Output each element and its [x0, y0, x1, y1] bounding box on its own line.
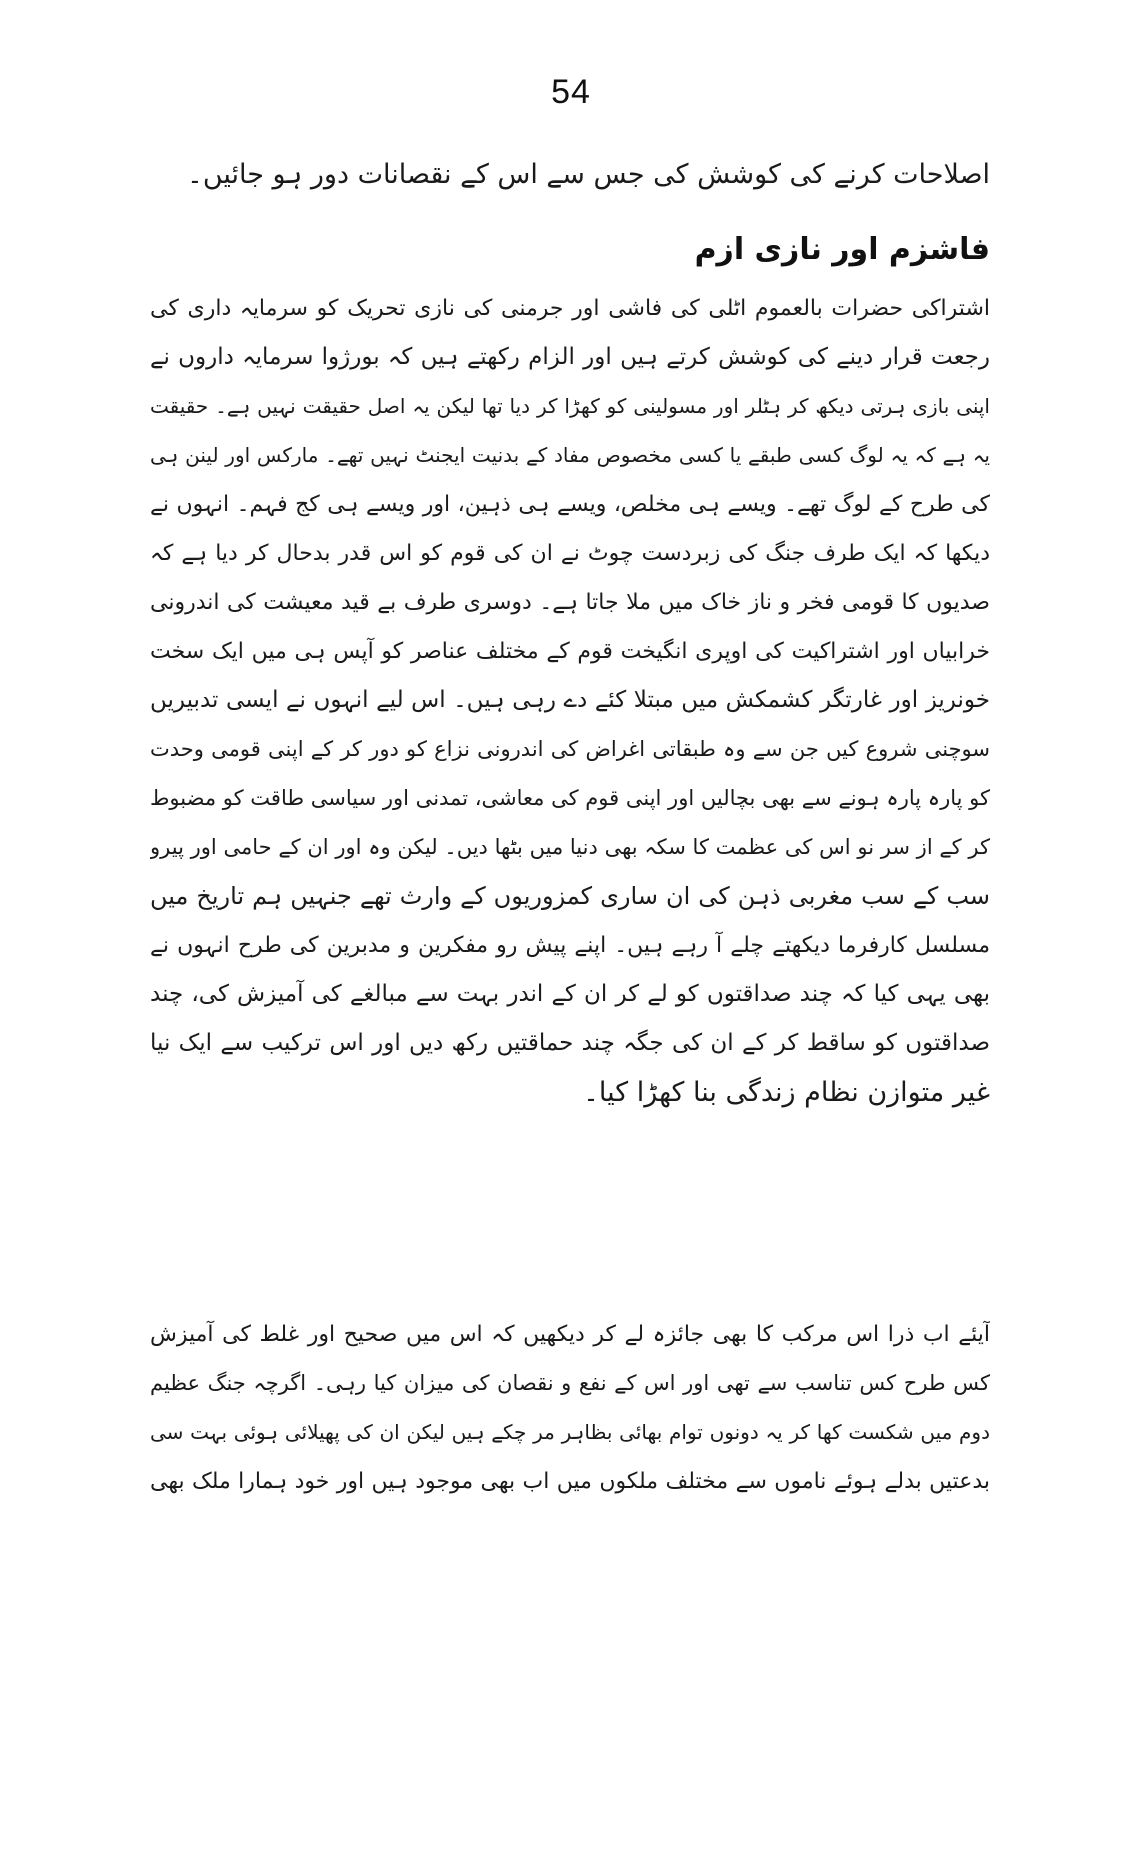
text-line: رجعت قرار دینے کی کوشش کرتے ہیں اور الزام رکھتے ہیں کہ بورژوا سرمایہ داروں نے: [150, 344, 990, 370]
text-line: بدعتیں بدلے ہوئے ناموں سے مختلف ملکوں میں اب بھی موجود ہیں اور خود ہمارا ملک بھی: [150, 1469, 990, 1494]
text-line: کی طرح کے لوگ تھے۔ ویسے ہی مخلص، ویسے ہی ذہین، اور ویسے ہی کج فہم۔ انہوں نے: [150, 492, 990, 517]
text-line: یہ ہے کہ یہ لوگ کسی طبقے یا کسی مخصوص مفاد کے بدنیت ایجنٹ نہیں تھے۔ مارکس اور لینن ہی: [150, 443, 990, 467]
text-line: خونریز اور غارتگر کشمکش میں مبتلا کئے دے رہی ہیں۔ اس لیے انہوں نے ایسی تدبیریں: [150, 687, 990, 713]
text-line: آیئے اب ذرا اس مرکب کا بھی جائزہ لے کر دیکھیں کہ اس میں صحیح اور غلط کی آمیزش: [150, 1322, 990, 1347]
text-line: صدیوں کا قومی فخر و ناز خاک میں ملا جاتا ہے۔ دوسری طرف بے قید معیشت کی اندرونی: [150, 590, 990, 615]
page-number: 54: [551, 73, 591, 111]
text-line: اپنی بازی ہرتی دیکھ کر ہٹلر اور مسولینی کو کھڑا کر دیا تھا لیکن یہ اصل حقیقت نہیں ہے۔ حقیقت: [150, 394, 990, 418]
text-line: اصلاحات کرنے کی کوشش کی جس سے اس کے نقصانات دور ہو جائیں۔: [187, 159, 990, 190]
section-heading: فاشزم اور نازی ازم: [694, 232, 990, 267]
text-line: اشتراکی حضرات بالعموم اٹلی کی فاشی اور جرمنی کی نازی تحریک کو سرمایہ داری کی: [150, 296, 990, 321]
intro-paragraph: [150, 150, 990, 199]
text-line: خرابیاں اور اشتراکیت کی اوپری انگیخت قوم کے مختلف عناصر کو آپس ہی میں ایک سخت: [150, 639, 990, 664]
text-line: صداقتوں کو ساقط کر کے ان کی جگہ چند حماقتیں رکھ دیں اور اس ترکیب سے ایک نیا: [150, 1030, 990, 1056]
text-line: کر کے از سر نو اس کی عظمت کا سکہ بھی دنیا میں بٹھا دیں۔ لیکن وہ اور ان کے حامی اور پیرو: [150, 835, 990, 859]
text-line: سب کے سب مغربی ذہن کی ان ساری کمزوریوں کے وارث تھے جنہیں ہم تاریخ میں: [150, 882, 990, 910]
text-line: کس طرح کس تناسب سے تھی اور اس کے نفع و نقصان کی میزان کیا رہی۔ اگرچہ جنگ عظیم: [150, 1371, 990, 1395]
text-line: مسلسل کارفرما دیکھتے چلے آ رہے ہیں۔ اپنے پیش رو مفکرین و مدبرین کی طرح انہوں نے: [150, 933, 990, 958]
text-line: دوم میں شکست کھا کر یہ دونوں توام بھائی بظاہر مر چکے ہیں لیکن ان کی پھیلائی ہوئی بہت سی: [150, 1420, 990, 1444]
text-line: غیر متوازن نظام زندگی بنا کھڑا کیا۔: [583, 1077, 990, 1108]
text-line: بھی یہی کیا کہ چند صداقتوں کو لے کر ان کے اندر بہت سے مبالغے کی آمیزش کی، چند: [150, 981, 990, 1007]
text-line: سوچنی شروع کیں جن سے وہ طبقاتی اغراض کی اندرونی نزاع کو دور کر کے اپنی قومی وحدت: [150, 737, 990, 761]
paragraph-2: [150, 1310, 990, 1506]
text-line: کو پارہ پارہ ہونے سے بھی بچالیں اور اپنی قوم کی معاشی، تمدنی اور سیاسی طاقت کو مضبوط: [150, 786, 990, 810]
paragraph-1: [150, 284, 990, 1117]
text-line: دیکھا کہ ایک طرف جنگ کی زبردست چوٹ نے ان کی قوم کو اس قدر بدحال کر دیا ہے کہ: [150, 541, 990, 566]
